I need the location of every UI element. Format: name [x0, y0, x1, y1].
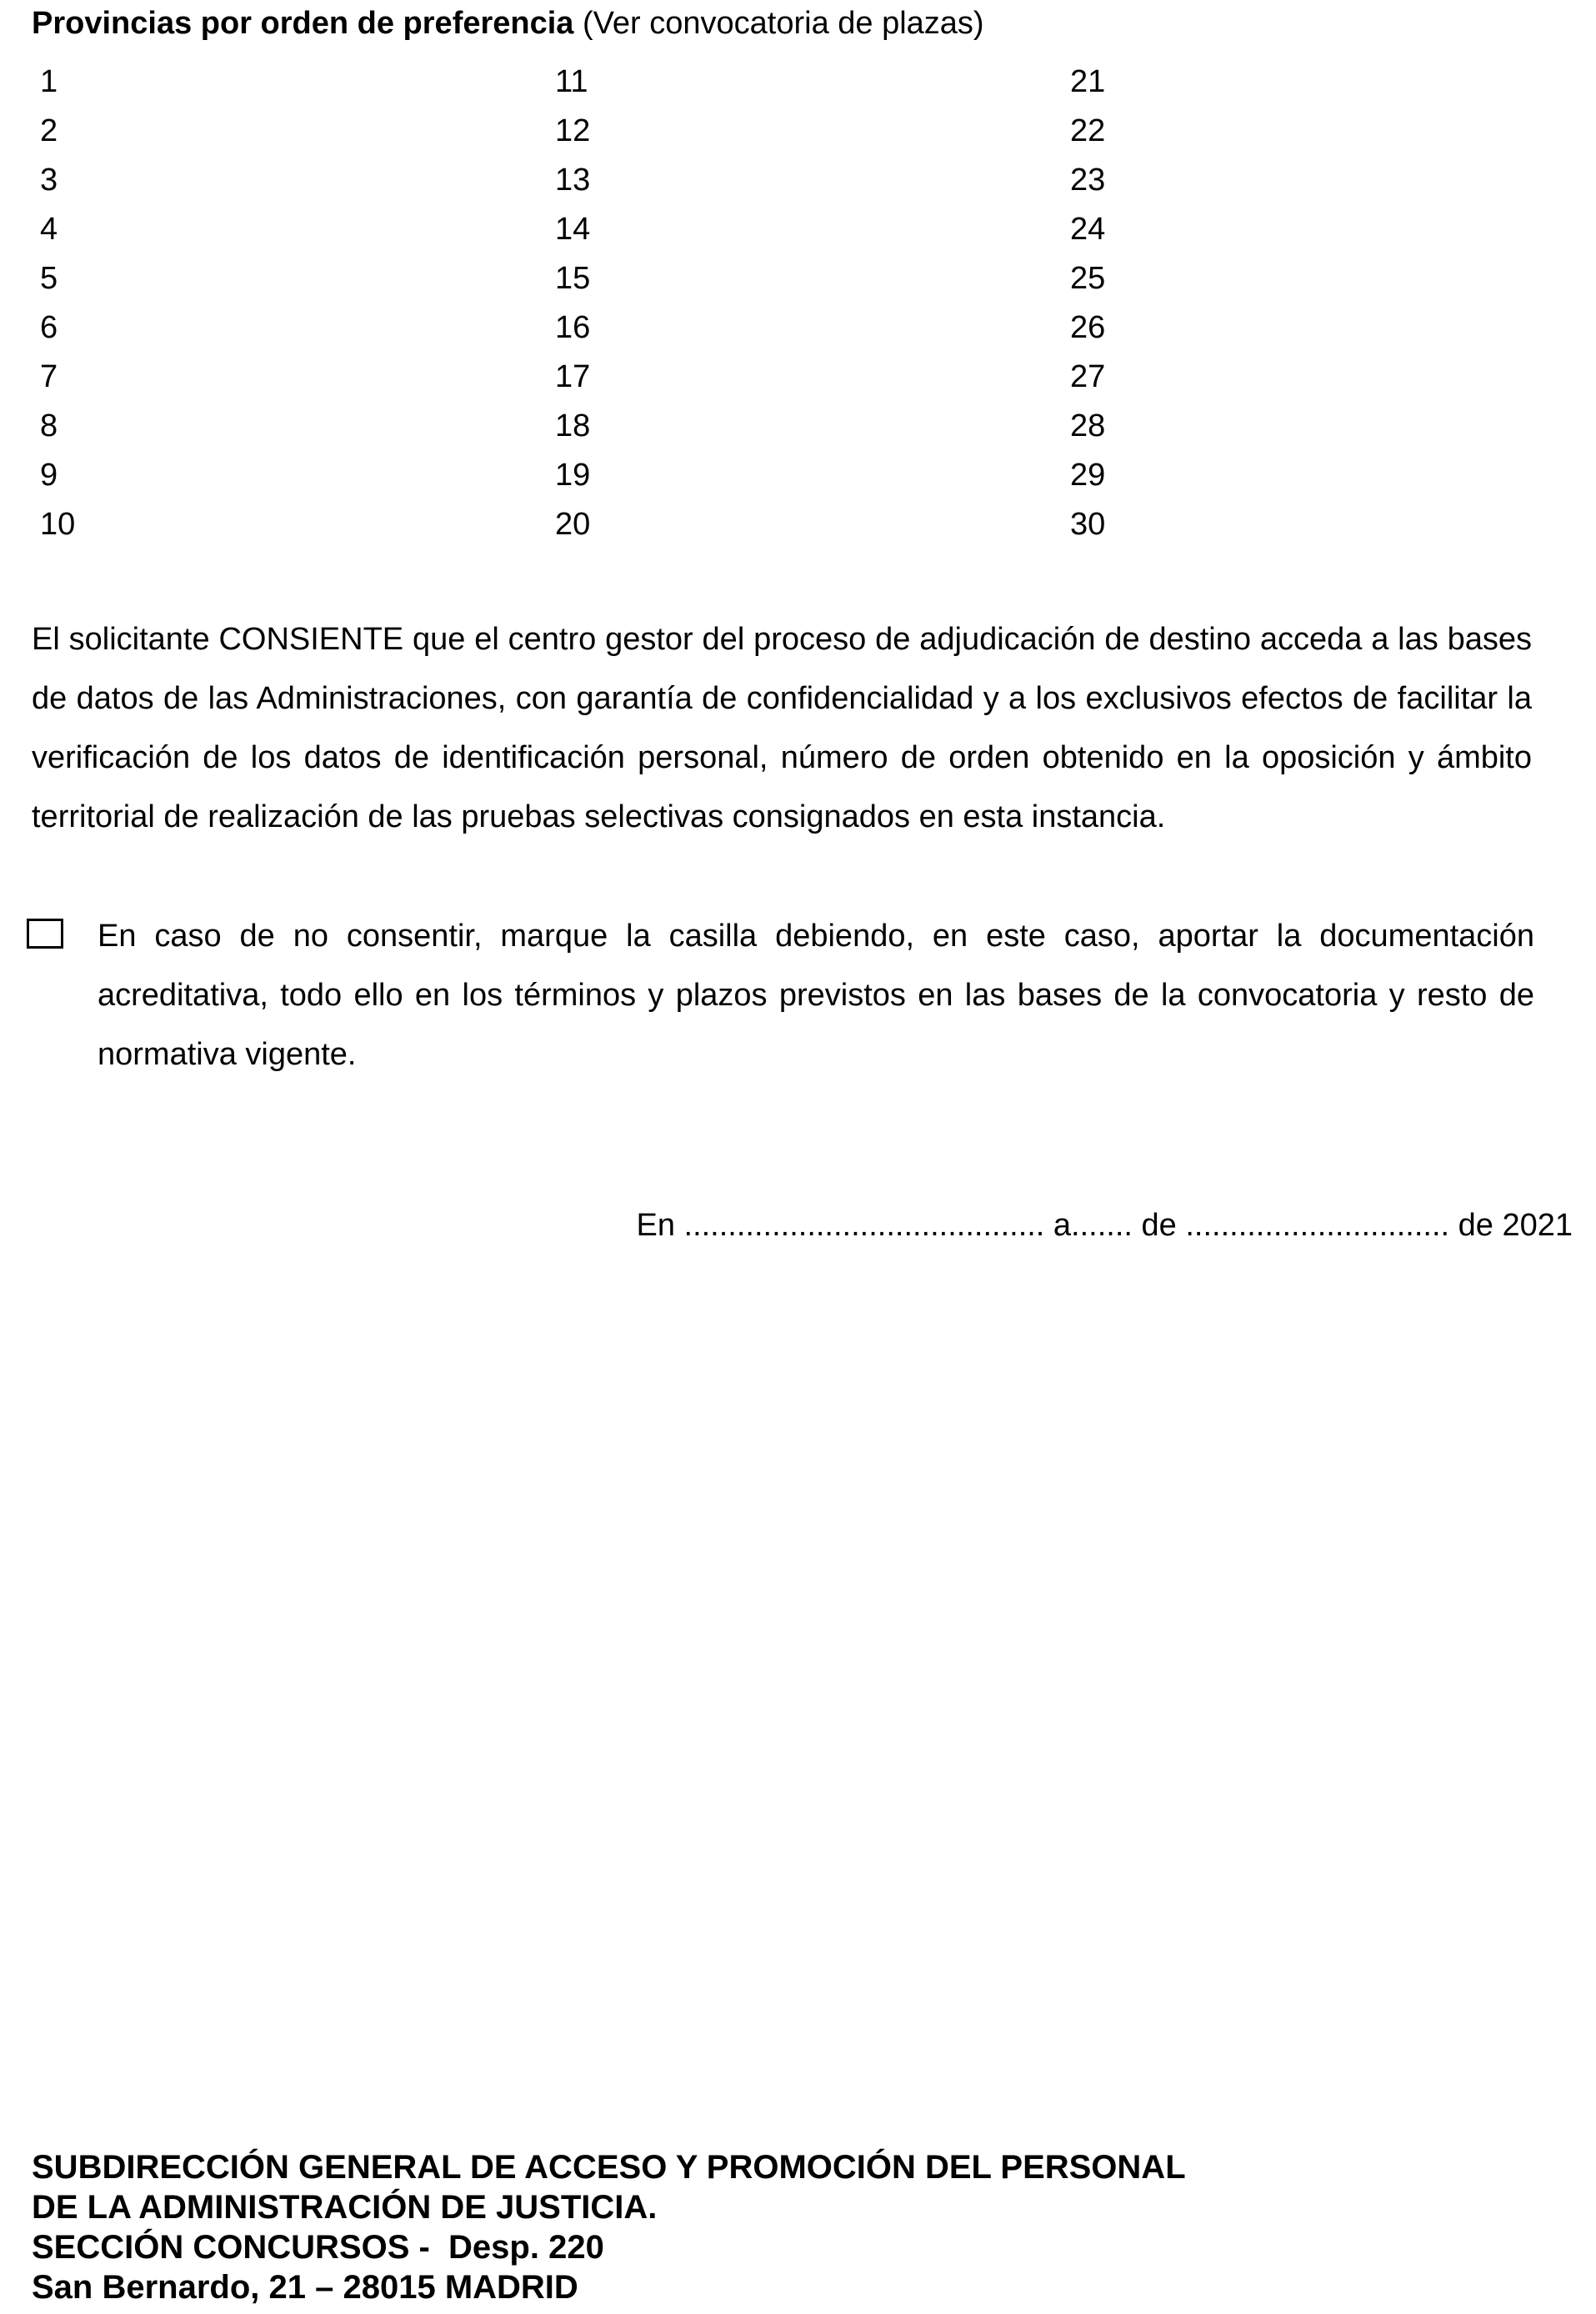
- place-date-line: En ......................................... a....... de .............................. de 2021: [636, 1208, 1573, 1243]
- preferences-heading-title: Provincias por orden de preferencia: [32, 6, 574, 41]
- consent-paragraph: El solicitante CONSIENTE que el centro gestor del proceso de adjudicación de destino acceda a las bases de datos de las Administraciones, con garantía de confidencialidad y a los exclusivos efectos de facilitar la verificación de los datos de identificación personal, número de orden obtenido en la oposición y ámbito territorial de realización de las pruebas selectivas consignados en esta instancia.: [32, 622, 1532, 834]
- preference-number: 24: [1070, 212, 1106, 247]
- preference-number: 2: [40, 113, 58, 148]
- preference-number: 21: [1070, 64, 1106, 99]
- preference-number: 12: [555, 113, 591, 148]
- preference-number: 20: [555, 507, 591, 542]
- preference-number: 30: [1070, 507, 1106, 542]
- preference-number: 7: [40, 359, 58, 394]
- preferences-column-1: [40, 63, 207, 555]
- preference-number: 18: [555, 408, 591, 443]
- preference-number: 8: [40, 408, 58, 443]
- preference-number: 29: [1070, 458, 1106, 493]
- preference-number: 17: [555, 359, 591, 394]
- preference-number: 25: [1070, 261, 1106, 296]
- preference-number: 3: [40, 163, 58, 198]
- preference-number: 26: [1070, 310, 1106, 345]
- address-line-2: DE LA ADMINISTRACIÓN DE JUSTICIA.: [32, 2189, 658, 2226]
- address-line-4: San Bernardo, 21 – 28015 MADRID: [32, 2269, 578, 2306]
- preference-number: 5: [40, 261, 58, 296]
- preference-number: 11: [555, 64, 588, 99]
- preferences-grid: [0, 63, 1596, 555]
- address-line-3: SECCIÓN CONCURSOS - Desp. 220: [32, 2229, 604, 2266]
- preference-number: 4: [40, 212, 58, 247]
- preference-number: 23: [1070, 163, 1106, 198]
- no-consent-checkbox[interactable]: [27, 919, 63, 949]
- office-address-block: [32, 2147, 1186, 2307]
- preference-number: 14: [555, 212, 591, 247]
- preference-number: 22: [1070, 113, 1106, 148]
- preference-number: 16: [555, 310, 591, 345]
- preference-number: 6: [40, 310, 58, 345]
- preference-number: 27: [1070, 359, 1106, 394]
- preference-number: 1: [40, 64, 58, 99]
- preference-number: 9: [40, 458, 58, 493]
- preference-number: 13: [555, 163, 591, 198]
- preference-number: 19: [555, 458, 591, 493]
- preferences-column-3: [1070, 63, 1237, 555]
- preference-number: 15: [555, 261, 591, 296]
- preference-number: 28: [1070, 408, 1106, 443]
- preferences-heading: [32, 5, 984, 42]
- address-line-1: SUBDIRECCIÓN GENERAL DE ACCESO Y PROMOCIÓN DEL PERSONAL: [32, 2149, 1186, 2186]
- preferences-column-2: [555, 63, 722, 555]
- preferences-heading-note: (Ver convocatoria de plazas): [573, 6, 984, 41]
- no-consent-text: En caso de no consentir, marque la casilla debiendo, en este caso, aportar la documentación acreditativa, todo ello en los términos y plazos previstos en las bases de la convocatoria y resto de normativa vigente.: [98, 919, 1534, 1072]
- preference-number: 10: [40, 507, 76, 542]
